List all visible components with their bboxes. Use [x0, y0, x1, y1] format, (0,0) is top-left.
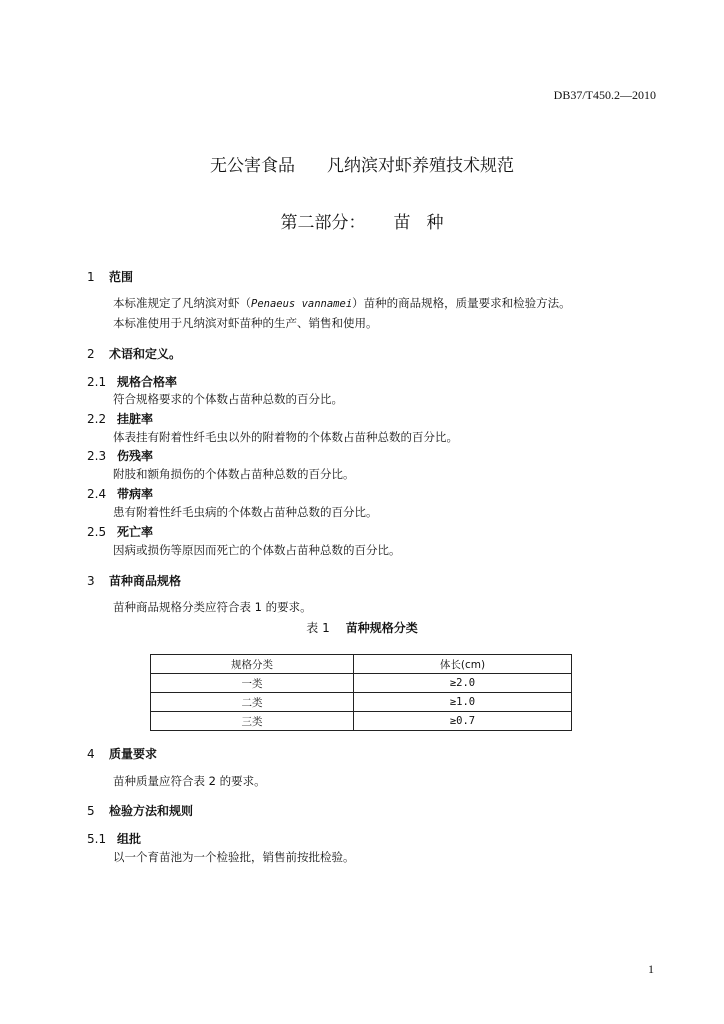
section-number: 1 [87, 270, 95, 284]
subtitle-part-a: 第二部分： [280, 213, 366, 233]
section-title: 质量要求 [109, 747, 158, 761]
section-2-heading [87, 345, 181, 362]
table-row [151, 712, 572, 731]
term-number: 2.3 [87, 449, 107, 463]
term-2-4-heading [87, 485, 153, 502]
term-2-3-heading [87, 447, 153, 464]
latin-name: Penaeus vannamei [251, 298, 353, 310]
section-title: 术语和定义。 [109, 347, 182, 361]
section-title: 检验方法和规则 [109, 804, 194, 818]
term-number: 2.2 [87, 412, 107, 426]
header-cell: 规格分类 [151, 655, 354, 674]
spec-table [150, 654, 572, 731]
document-subtitle [0, 208, 724, 233]
term-number: 2.1 [87, 375, 107, 389]
page-number: 1 [648, 962, 654, 976]
section-number: 2 [87, 347, 95, 361]
section-3-heading [87, 572, 181, 589]
section-1-paragraph-1 [113, 295, 571, 311]
table-cell: ≥0.7 [353, 712, 571, 731]
section-1-heading [87, 268, 133, 285]
term-2-4-definition: 患有附着性纤毛虫病的个体数占苗种总数的百分比。 [113, 505, 378, 519]
table-row [151, 693, 572, 712]
table-title: 苗种规格分类 [345, 621, 418, 635]
table-header-row [151, 655, 572, 674]
section-5-1-paragraph: 以一个育苗池为一个检验批，销售前按批检验。 [113, 850, 355, 864]
section-number: 5 [87, 804, 95, 818]
title-part-a: 无公害食品 [210, 156, 295, 176]
document-code: DB37/T450.2—2010 [553, 88, 656, 102]
section-number: 3 [87, 574, 95, 588]
table-cell: ≥1.0 [353, 693, 571, 712]
table-cell: 一类 [151, 674, 354, 693]
term-2-2-definition: 体表挂有附着性纤毛虫以外的附着物的个体数占苗种总数的百分比。 [113, 430, 458, 444]
section-1-paragraph-2: 本标准使用于凡纳滨对虾苗种的生产、销售和使用。 [113, 316, 378, 330]
term-2-3-definition: 附肢和额角损伤的个体数占苗种总数的百分比。 [113, 467, 355, 481]
text-segment: 本标准规定了凡纳滨对虾（ [113, 296, 251, 310]
table-number: 表 1 [306, 621, 330, 635]
term-2-5-definition: 因病或损伤等原因而死亡的个体数占苗种总数的百分比。 [113, 543, 401, 557]
section-number: 4 [87, 747, 95, 761]
text-segment: ）苗种的商品规格，质量要求和检验方法。 [352, 296, 571, 310]
term-title: 伤残率 [117, 449, 154, 463]
term-2-5-heading [87, 523, 153, 540]
term-title: 带病率 [117, 487, 154, 501]
section-5-1-heading [87, 830, 141, 847]
term-title: 组批 [117, 832, 142, 846]
subtitle-part-b: 苗 [393, 213, 411, 233]
section-4-heading [87, 745, 157, 762]
term-number: 2.4 [87, 487, 107, 501]
term-number: 5.1 [87, 832, 107, 846]
term-2-2-heading [87, 410, 153, 427]
section-5-heading [87, 802, 193, 819]
section-3-paragraph: 苗种商品规格分类应符合表 1 的要求。 [113, 600, 312, 614]
term-2-1-heading [87, 373, 177, 390]
subtitle-part-c: 种 [426, 213, 444, 233]
term-2-1-definition: 符合规格要求的个体数占苗种总数的百分比。 [113, 392, 343, 406]
document-title [0, 151, 724, 176]
section-4-paragraph: 苗种质量应符合表 2 的要求。 [113, 774, 266, 788]
header-cell: 体长(cm) [353, 655, 571, 674]
title-part-b: 凡纳滨对虾养殖技术规范 [327, 156, 514, 176]
term-title: 死亡率 [117, 525, 154, 539]
section-title: 苗种商品规格 [109, 574, 182, 588]
table-caption [0, 619, 724, 636]
term-title: 规格合格率 [117, 375, 178, 389]
term-number: 2.5 [87, 525, 107, 539]
table-cell: 三类 [151, 712, 354, 731]
section-title: 范围 [109, 270, 134, 284]
table-row [151, 674, 572, 693]
term-title: 挂脏率 [117, 412, 154, 426]
table-cell: ≥2.0 [353, 674, 571, 693]
table-cell: 二类 [151, 693, 354, 712]
